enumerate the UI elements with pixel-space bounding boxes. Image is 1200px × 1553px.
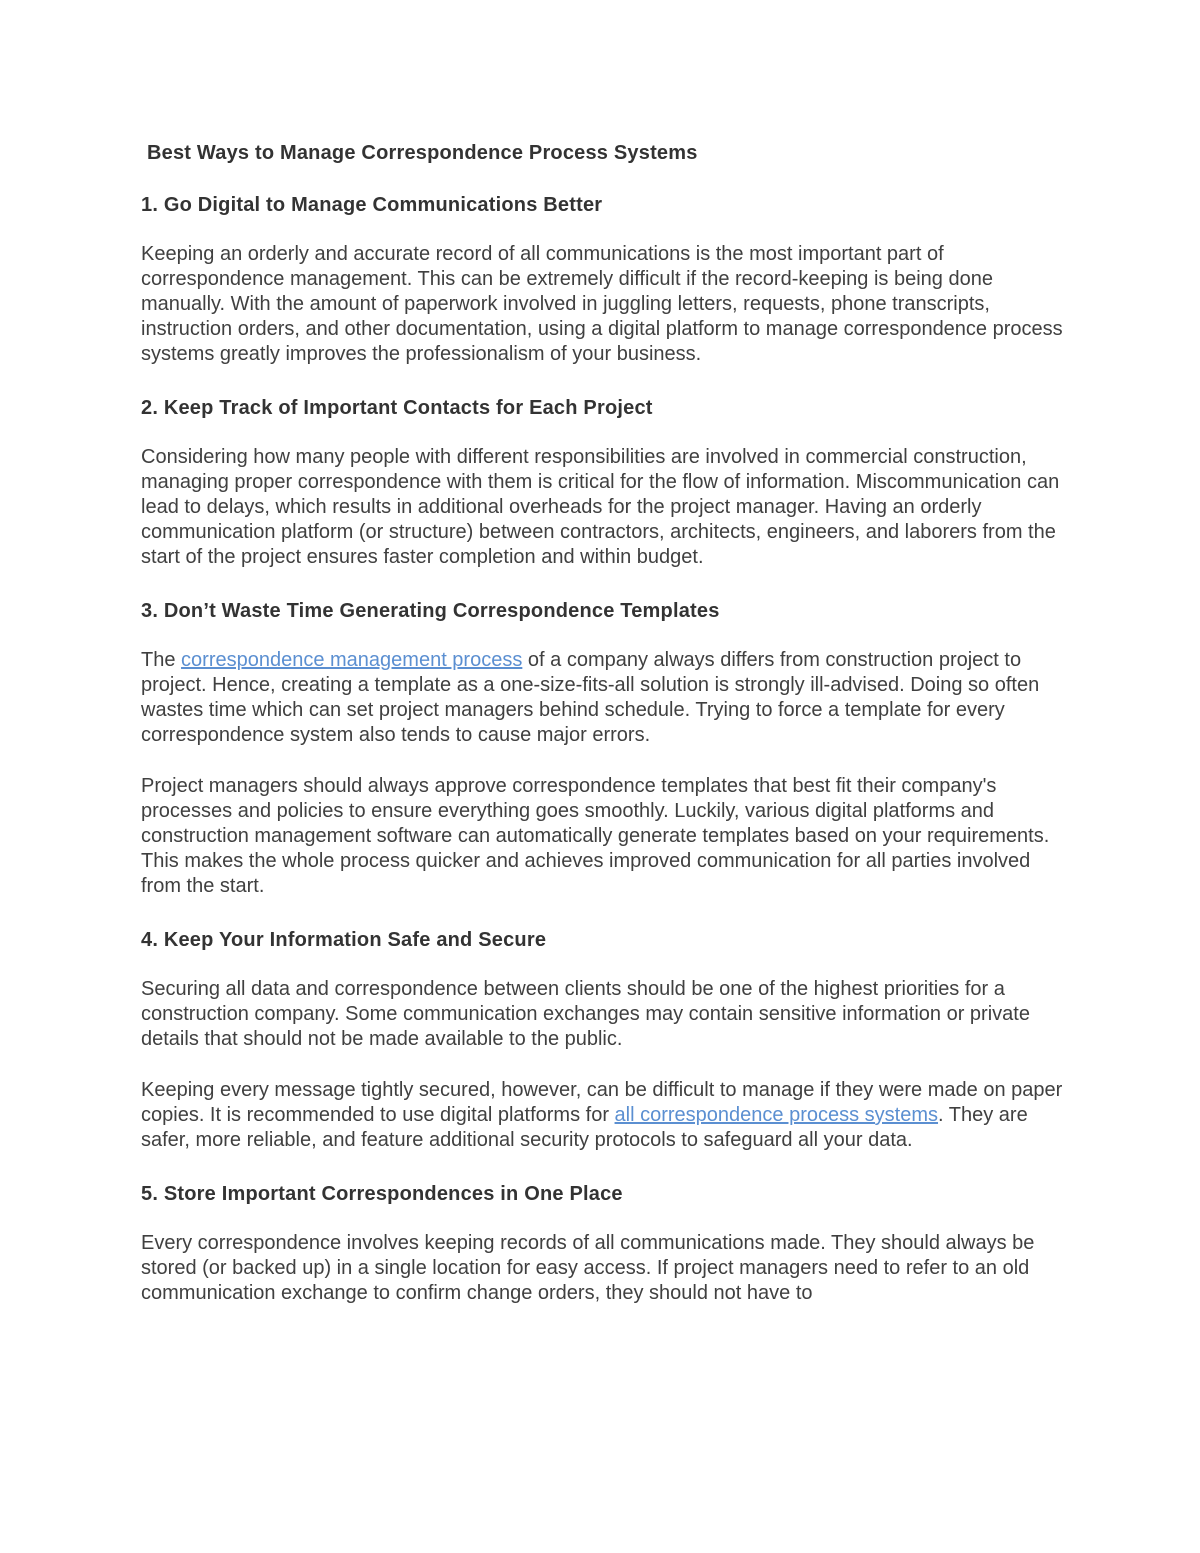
section-2 xyxy=(141,393,1071,570)
paragraph-with-link xyxy=(141,1078,1071,1153)
document-title: Best Ways to Manage Correspondence Process Systems xyxy=(147,142,698,164)
paragraph-text: Keeping every message tightly secured, however, can be difficult to manage if they were made on paper copies. It is recommended to use digital platforms for xyxy=(141,1079,1063,1126)
paragraph: Keeping an orderly and accurate record of all communications is the most important part of correspondence management. This can be extremely difficult if the record-keeping is being done manually. With the amount of paperwork involved in juggling letters, requests, phone transcripts, instruction orders, and other documentation, using a digital platform to manage correspondence process systems greatly improves the professionalism of your business. xyxy=(141,243,1063,365)
paragraph: Considering how many people with different responsibilities are involved in commercial construction, managing proper correspondence with them is critical for the flow of information. Miscommunication can lead to delays, which results in additional overheads for the project manager. Having an orderly communication platform (or structure) between contractors, architects, engineers, and laborers from the start of the project ensures faster completion and within budget. xyxy=(141,446,1060,568)
section-heading: 3. Don’t Waste Time Generating Correspondence Templates xyxy=(141,600,720,622)
section-heading: 4. Keep Your Information Safe and Secure xyxy=(141,929,547,951)
section-3 xyxy=(141,596,1071,899)
section-4 xyxy=(141,925,1071,1153)
section-heading: 1. Go Digital to Manage Communications Better xyxy=(141,194,603,216)
paragraph: Every correspondence involves keeping records of all communications made. They should always be stored (or backed up) in a single location for easy access. If project managers need to refer to an old communication exchange to confirm change orders, they should not have to xyxy=(141,1232,1035,1304)
section-heading: 5. Store Important Correspondences in One Place xyxy=(141,1183,623,1205)
section-heading: 2. Keep Track of Important Contacts for Each Project xyxy=(141,397,653,419)
paragraph-text: of a company always differs from construction project to project. Hence, creating a template as a one-size-fits-all solution is strongly ill-advised. Doing so often wastes time which can set project managers behind schedule. Trying to force a template for every correspondence system also tends to cause major errors. xyxy=(141,649,1040,746)
paragraph-text: . They are safer, more reliable, and feature additional security protocols to safeguard all your data. xyxy=(141,1104,1028,1151)
paragraph-text: The xyxy=(141,649,182,671)
section-5 xyxy=(141,1179,1071,1306)
section-1 xyxy=(141,190,1071,367)
paragraph: Securing all data and correspondence between clients should be one of the highest priorities for a construction company. Some communication exchanges may contain sensitive information or private details that should not be made available to the public. xyxy=(141,978,1030,1050)
correspondence-management-process-link[interactable]: correspondence management process xyxy=(181,649,523,671)
paragraph: Project managers should always approve correspondence templates that best fit their company's processes and policies to ensure everything goes smoothly. Luckily, various digital platforms and construction management software can automatically generate templates based on your requirements. This makes the whole process quicker and achieves improved communication for all parties involved from the start. xyxy=(141,775,1050,897)
all-correspondence-process-systems-link[interactable]: all correspondence process systems xyxy=(614,1104,939,1126)
document-page xyxy=(141,138,1071,1332)
paragraph-with-link xyxy=(141,648,1071,748)
